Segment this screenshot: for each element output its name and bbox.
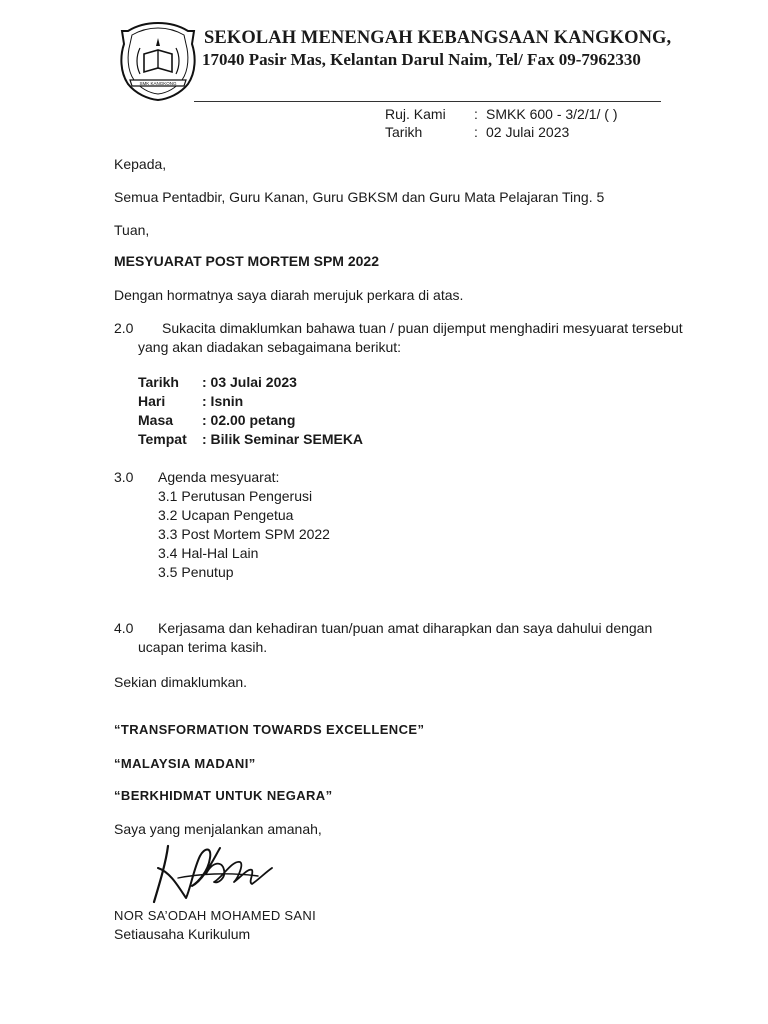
paragraph-4-number: 4.0 (114, 620, 134, 636)
salutation: Tuan, (114, 222, 150, 238)
tarikh-label: Tarikh (385, 124, 423, 140)
paragraph-2-line1: Sukacita dimaklumkan bahawa tuan / puan dijemput menghadiri mesyuarat tersebut (162, 320, 683, 336)
detail-row-tempat (138, 430, 363, 449)
school-name: SEKOLAH MENENGAH KEBANGSAAN KANGKONG, (204, 28, 672, 48)
detail-value: : 02.00 petang (202, 412, 296, 428)
school-address: 17040 Pasir Mas, Kelantan Darul Naim, Tel/ Fax 09-7962330 (202, 50, 641, 69)
recipients-line: Semua Pentadbir, Guru Kanan, Guru GBKSM dan Guru Mata Pelajaran Ting. 5 (114, 189, 605, 205)
slogan-berkhidmat: “BERKHIDMAT UNTUK NEGARA” (114, 788, 333, 803)
closing-line: Sekian dimaklumkan. (114, 674, 248, 690)
detail-label: Tempat (138, 431, 187, 447)
detail-value: : 03 Julai 2023 (202, 374, 297, 390)
detail-label: Tarikh (138, 374, 179, 390)
reference-block (385, 105, 618, 141)
detail-row-hari (138, 392, 363, 411)
detail-value: : Isnin (202, 393, 244, 409)
reference-row-ruj (385, 105, 618, 123)
detail-row-masa (138, 411, 363, 430)
agenda-item: 3.1 Perutusan Pengerusi (158, 488, 313, 504)
slogan-malaysia-madani: “MALAYSIA MADANI” (114, 756, 256, 771)
agenda-title: Agenda mesyuarat: (158, 469, 280, 485)
paragraph-3-number: 3.0 (114, 469, 134, 485)
agenda-item: 3.4 Hal-Hal Lain (158, 545, 259, 561)
meeting-details (138, 373, 363, 449)
agenda-item: 3.2 Ucapan Pengetua (158, 507, 294, 523)
ruj-value: SMKK 600 - 3/2/1/ ( ) (486, 106, 618, 122)
svg-text:SMK KANGKONG: SMK KANGKONG (139, 81, 177, 86)
agenda-item: 3.5 Penutup (158, 564, 234, 580)
tarikh-value: 02 Julai 2023 (486, 124, 570, 140)
subject-heading: MESYUARAT POST MORTEM SPM 2022 (114, 253, 380, 269)
ruj-label: Ruj. Kami (385, 106, 446, 122)
detail-value: : Bilik Seminar SEMEKA (202, 431, 364, 447)
header-divider (194, 101, 661, 102)
handwritten-signature (148, 838, 280, 908)
signer-name: NOR SA’ODAH MOHAMED SANI (114, 908, 316, 923)
intro-paragraph: Dengan hormatnya saya diarah merujuk perkara di atas. (114, 287, 464, 303)
school-crest-logo (118, 20, 198, 102)
kepada-line: Kepada, (114, 156, 167, 172)
detail-row-tarikh (138, 373, 363, 392)
colon: : (474, 106, 478, 122)
agenda-list (158, 487, 330, 582)
paragraph-4-line1: Kerjasama dan kehadiran tuan/puan amat diharapkan dan saya dahului dengan (158, 620, 653, 636)
signer-title: Setiausaha Kurikulum (114, 926, 251, 942)
paragraph-2-line2: yang akan diadakan sebagaimana berikut: (138, 339, 402, 355)
paragraph-4-line2: ucapan terima kasih. (138, 639, 268, 655)
agenda-item: 3.3 Post Mortem SPM 2022 (158, 526, 330, 542)
detail-label: Hari (138, 393, 166, 409)
sign-off-line: Saya yang menjalankan amanah, (114, 821, 322, 837)
paragraph-2-number: 2.0 (114, 320, 134, 336)
colon: : (474, 124, 478, 140)
slogan-transformation: “TRANSFORMATION TOWARDS EXCELLENCE” (114, 722, 425, 737)
detail-label: Masa (138, 412, 174, 428)
reference-row-tarikh (385, 123, 618, 141)
